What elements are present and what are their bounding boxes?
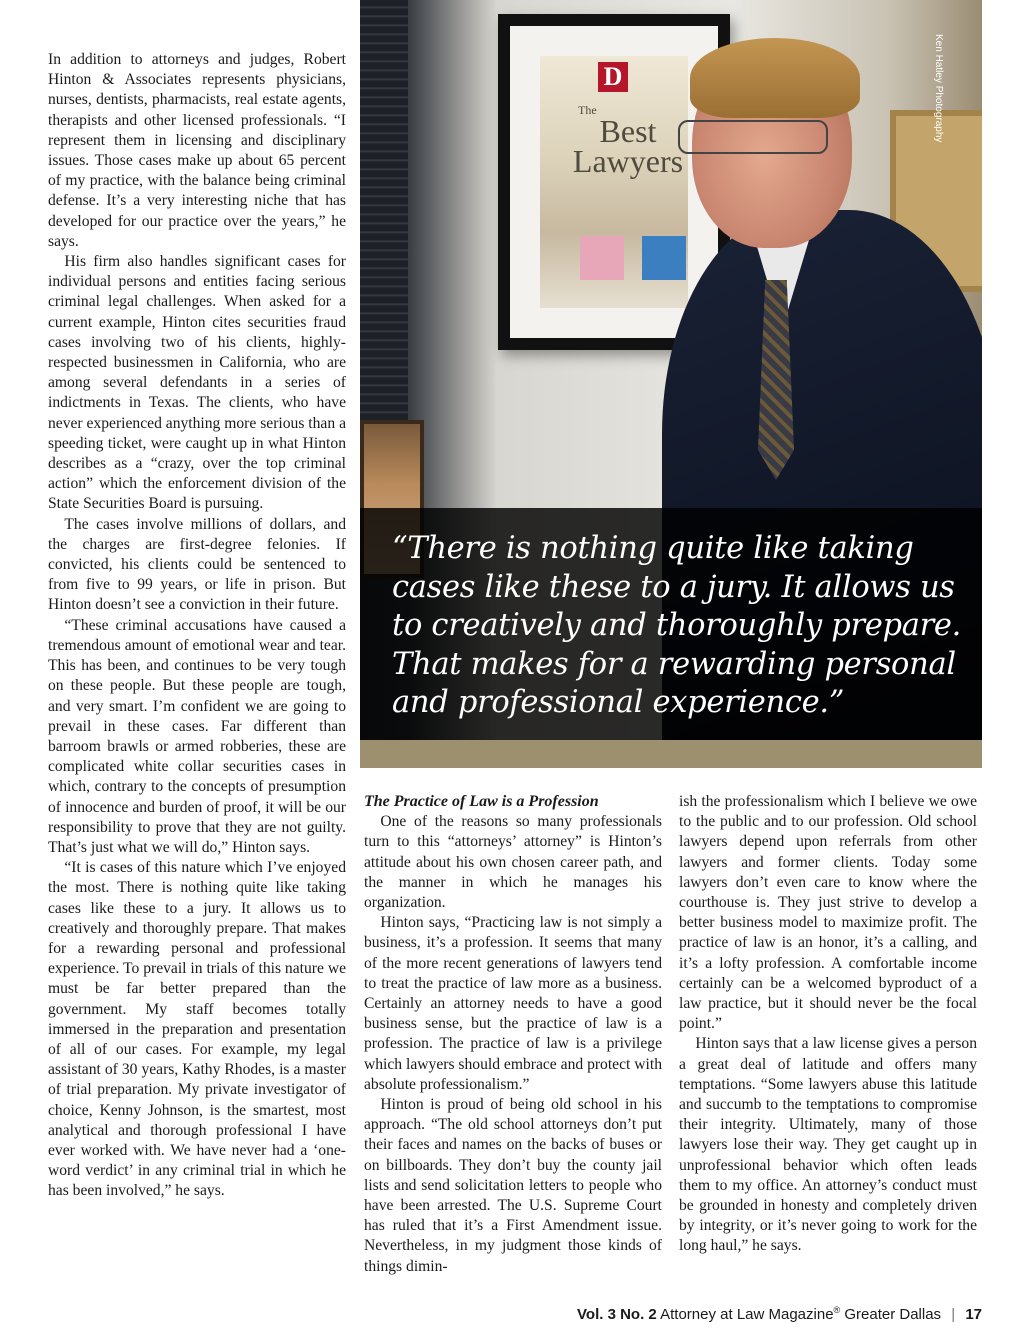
page-footer [577, 1305, 982, 1323]
article-column-middle [364, 792, 662, 1277]
paragraph: One of the reasons so many professionals turn to this “attorneys’ attorney” is Hinton’s attitude about his own chosen career path, and the manner in which he manages his organization. [364, 813, 662, 912]
article-column-left [48, 50, 346, 1202]
magazine-name: Attorney at Law Magazine [660, 1306, 834, 1323]
decorative-strip [360, 740, 982, 768]
issue-label: Vol. 3 No. 2 [577, 1306, 657, 1323]
paragraph: ish the professionalism which I believe we owe to the public and to our profession. Old school lawyers depend upon referrals from other lawyers and former clients. Today some lawyers don’t even care to know where the courthouse is. They just strive to develop a better business model to maximize profit. The practice of law is an honor, it’s a calling, and it’s a lofty profession. A comfortable income certainly can be a welcomed byproduct of a law practice, but it should never be the focal point.” [679, 793, 977, 1033]
section-subhead: The Practice of Law is a Profession [364, 793, 599, 810]
registered-mark: ® [833, 1305, 841, 1315]
paragraph: Hinton says, “Practicing law is not simply a business, it’s a profession. It seems that many of the more recent generations of lawyers tend to treat the practice of law more as a business. Certainly an attorney needs to have a good business sense, but the practice of law is a profession. The practice of law is a privilege which lawyers should embrace and protect with absolute professionalism.” [364, 914, 662, 1093]
article-column-right [679, 792, 977, 1257]
pull-quote: “There is nothing quite like taking cases like these to a jury. It allows us to creatively and thoroughly prepare. That makes for a rewarding personal and professional experience.” [392, 531, 962, 720]
frame-title: The Best Lawyers [572, 103, 684, 179]
footer-separator: | [951, 1306, 956, 1323]
pull-quote-band [360, 508, 982, 740]
paragraph: “These criminal accusations have caused a tremendous amount of emotional wear and tear. This has been, and continues to be very tough on these people. But these people are tough, and very smart. I’m confident we are going to prevail in these cases. Far different than barroom brawls or armed robberies, these are complicated white collar securities cases in which, contrary to the concepts of presumption of innocence and burden of proof, it will be our responsibility to prove that they are not guilty. That’s just what we will do,” Hinton says. [48, 616, 346, 856]
photo-credit: Ken Hatley Photography [933, 34, 944, 143]
paragraph: Hinton is proud of being old school in his approach. “The old school attorneys don’t put their faces and names on the backs of buses or on billboards. They don’t buy the county jail lists and send solicitation letters to people who have been arrested. The U.S. Supreme Court has ruled that it’s a First Amendment issue. Nevertheless, in my judgment those kinds of things dimin- [364, 1096, 662, 1275]
d-magazine-logo: D [598, 62, 628, 92]
paragraph: His firm also handles significant cases for individual persons and entities facing serious criminal legal challenges. When asked for a current example, Hinton cites securities fraud cases involving two of his clients, highly-respected businessmen in California, who are among several defendants in a series of indictments in Texas. The clients, who have never experienced anything more serious than a speeding ticket, were caught up in what Hinton describes as a “crazy, over the top criminal action” which the enforcement division of the State Securities Board is pursuing. [48, 253, 346, 513]
hair [690, 38, 860, 118]
paragraph: “It is cases of this nature which I’ve enjoyed the most. There is nothing quite like taking cases like these to a jury. It allows us to creatively and thoroughly prepare. That makes for a rewarding personal and professional experience. To prevail in trials of this nature we must be far better prepared than the government. My staff becomes totally immersed in the preparation and presentation of all of our cases. For example, my legal assistant of 30 years, Kathy Rhodes, is a master of trial preparation. My private investigator of choice, Kenny Johnson, is the smartest, most analytical and thorough professional I have ever worked with. We have never had a ‘one-word verdict’ in any criminal trial in which he has been involved,” he says. [48, 859, 346, 1200]
eyeglasses [678, 120, 828, 154]
paragraph: Hinton says that a law license gives a person a great deal of latitude and offers many temptations. “Some lawyers abuse this latitude and succumb to the temptations to compromise their integrity. Ultimately, many of those lawyers lose their way. They get caught up in unprofessional behavior which often leads them to my office. An attorney’s conduct must be grounded in honesty and completely driven by integrity, or it’s never going to work for the long haul,” he says. [679, 1035, 977, 1255]
paragraph: The cases involve millions of dollars, and the charges are first-degree felonies. If convicted, his clients could be sentenced to from five to 99 years, or life in prison. But Hinton doesn’t see a conviction in their future. [48, 515, 346, 614]
page-number: 17 [965, 1306, 982, 1323]
paragraph: In addition to attorneys and judges, Robert Hinton & Associates represents physicians, nurses, dentists, pharmacists, real estate agents, therapists and other licensed professionals. “I represent them in licensing and disciplinary issues. Those cases make up about 65 percent of my practice, with the balance being criminal defense. It’s a very interesting niche that has developed for our practice over the years,” he says. [48, 51, 346, 250]
edition-name: Greater Dallas [844, 1306, 942, 1323]
